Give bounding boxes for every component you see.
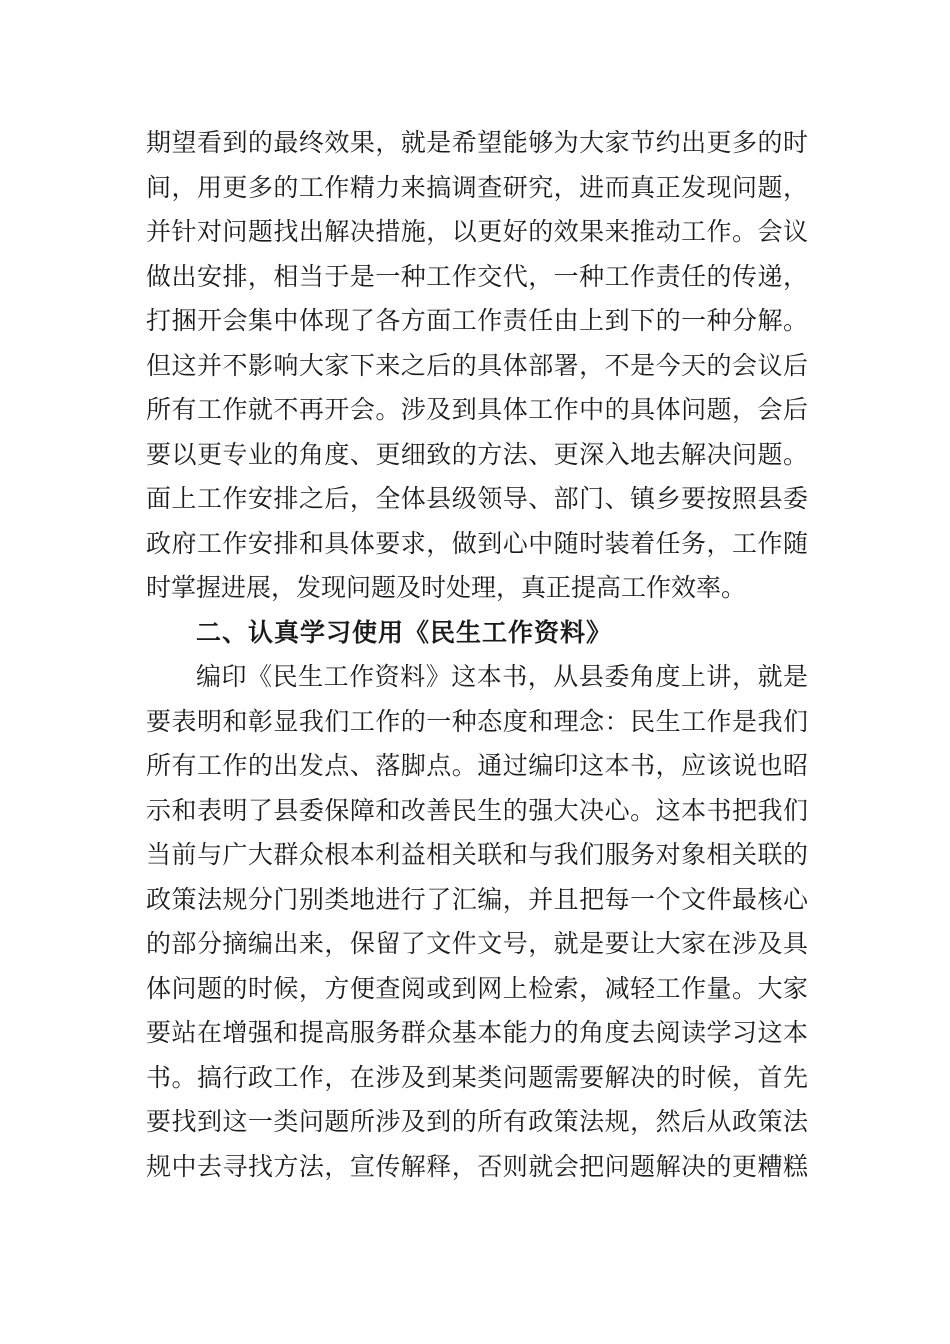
text-line: 政府工作安排和具体要求，做到心中随时装着任务，工作随 (146, 528, 808, 558)
document-body (146, 121, 808, 1189)
text-line: 要站在增强和提高服务群众基本能力的角度去阅读学习这本 (146, 1018, 808, 1047)
text-line: 要找到这一类问题所涉及到的所有政策法规，然后从政策法 (146, 1107, 808, 1136)
section-heading: 二、认真学习使用《民生工作资料》 (196, 617, 613, 647)
paragraph-1 (146, 121, 808, 611)
text-line: 要表明和彰显我们工作的一种态度和理念：民生工作是我们 (146, 706, 808, 736)
text-line: 间，用更多的工作精力来搞调查研究，进而真正发现问题， (146, 172, 808, 202)
text-line: 体问题的时候，方便查阅或到网上检索，减轻工作量。大家 (146, 973, 808, 1003)
text-line: 政策法规分门别类地进行了汇编，并且把每一个文件最核心 (146, 884, 808, 914)
paragraph-2 (146, 655, 808, 1189)
text-line: 做出安排，相当于是一种工作交代，一种工作责任的传递， (146, 261, 808, 291)
text-line: 时掌握进展，发现问题及时处理，真正提高工作效率。 (146, 573, 747, 602)
text-line: 要以更专业的角度、更细致的方法、更深入地去解决问题。 (146, 439, 808, 469)
text-line: 规中去寻找方法，宣传解释，否则就会把问题解决的更糟糕 (146, 1151, 808, 1181)
text-line: 所有工作就不再开会。涉及到具体工作中的具体问题，会后 (146, 395, 808, 424)
text-line: 打捆开会集中体现了各方面工作责任由上到下的一种分解。 (146, 306, 808, 335)
text-line: 当前与广大群众根本利益相关联和与我们服务对象相关联的 (146, 840, 808, 869)
text-line: 期望看到的最终效果，就是希望能够为大家节约出更多的时 (146, 128, 808, 157)
text-line: 但这并不影响大家下来之后的具体部署，不是今天的会议后 (146, 350, 808, 380)
text-line: 所有工作的出发点、落脚点。通过编印这本书，应该说也昭 (146, 751, 808, 780)
text-line: 编印《民生工作资料》这本书，从县委角度上讲，就是 (196, 662, 808, 691)
text-line: 并针对问题找出解决措施，以更好的效果来推动工作。会议 (146, 217, 808, 246)
text-line: 书。搞行政工作，在涉及到某类问题需要解决的时候，首先 (146, 1062, 808, 1092)
text-line: 面上工作安排之后，全体县级领导、部门、镇乡要按照县委 (146, 484, 808, 513)
text-line: 的部分摘编出来，保留了文件文号，就是要让大家在涉及具 (146, 929, 808, 958)
text-line: 示和表明了县委保障和改善民生的强大决心。这本书把我们 (146, 795, 808, 825)
